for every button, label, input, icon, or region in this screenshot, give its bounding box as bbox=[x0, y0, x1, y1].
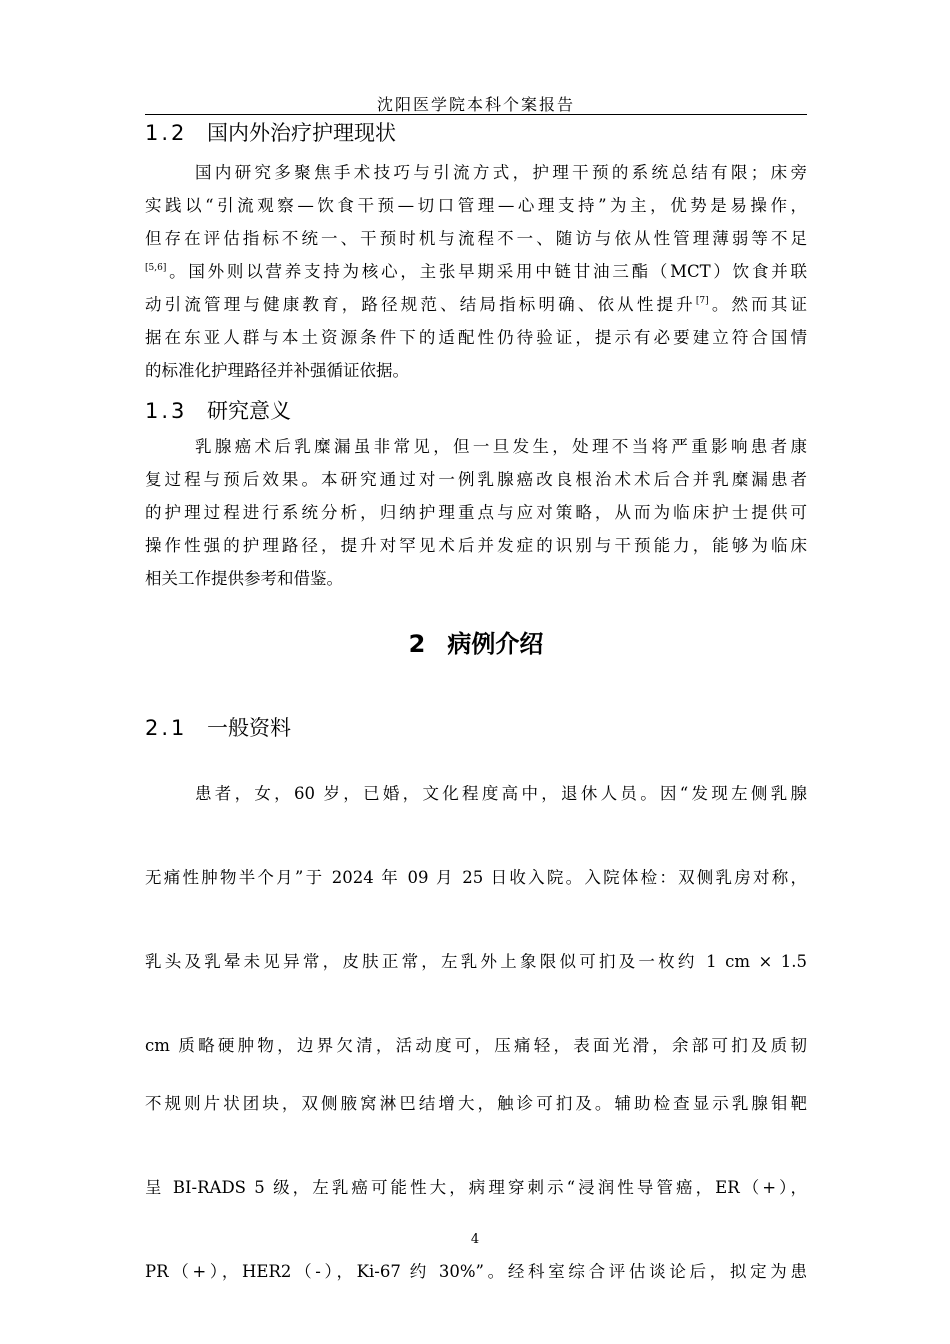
chapter-heading-2 bbox=[145, 624, 807, 659]
page-header-title: 沈阳医学院本科个案报告 bbox=[376, 95, 575, 114]
paragraph-line: 据在东亚人群与本土资源条件下的适配性仍待验证，提示有必要建立符合国情 bbox=[145, 328, 807, 347]
paragraph-line bbox=[145, 288, 807, 321]
paragraph-line: 患者，女，60 岁，已婚，文化程度高中，退休人员。因“发现左侧乳腺 bbox=[195, 784, 807, 803]
citation-ref: [5,6] bbox=[145, 263, 167, 273]
paragraph-line: 的标准化护理路径并补强循证依据。 bbox=[145, 361, 409, 380]
paragraph-line: 乳腺癌术后乳糜漏虽非常见，但一旦发生，处理不当将严重影响患者康 bbox=[195, 437, 807, 456]
paragraph-line: 但存在评估指标不统一、干预时机与流程不一、随访与依从性管理薄弱等不足 bbox=[145, 229, 807, 248]
paragraph-line: PR（+），HER2（-），Ki-67 约 30%”。经科室综合评估谈论后，拟定为患 bbox=[145, 1262, 807, 1281]
section-heading-2-1 bbox=[145, 712, 291, 742]
section-number: 1.3 bbox=[145, 399, 188, 423]
header-divider bbox=[145, 114, 807, 115]
paragraph-line: 乳头及乳晕未见异常，皮肤正常，左乳外上象限似可扪及一枚约 1 cm × 1.5 bbox=[145, 952, 807, 971]
paragraph-text: 动引流管理与健康教育，路径规范、结局指标明确、依从性提升 bbox=[145, 295, 696, 314]
section-heading-1-2 bbox=[145, 117, 396, 147]
paragraph-line: 不规则片状团块，双侧腋窝淋巴结增大，触诊可扪及。辅助检查显示乳腺钼靶 bbox=[145, 1094, 807, 1113]
section-title: 国内外治疗护理现状 bbox=[207, 121, 396, 145]
paragraph-line bbox=[145, 255, 807, 288]
paragraph-research-significance bbox=[145, 430, 807, 595]
section-heading-1-3 bbox=[145, 395, 291, 425]
section-title: 研究意义 bbox=[207, 399, 291, 423]
paragraph-treatment-status bbox=[145, 156, 807, 387]
paragraph-line: 呈 BI-RADS 5 级，左乳癌可能性大，病理穿刺示“浸润性导管癌，ER（+）， bbox=[145, 1178, 807, 1197]
paragraph-line: 实践以“引流观察—饮食干预—切口管理—心理支持”为主，优势是易操作， bbox=[145, 196, 807, 215]
page-number: 4 bbox=[470, 1232, 480, 1247]
chapter-title: 病例介绍 bbox=[447, 630, 544, 658]
section-number: 1.2 bbox=[145, 121, 188, 145]
paragraph-line: 复过程与预后效果。本研究通过对一例乳腺癌改良根治术术后合并乳糜漏患者 bbox=[145, 470, 807, 489]
paragraph-line: 操作性强的护理路径，提升对罕见术后并发症的识别与干预能力，能够为临床 bbox=[145, 536, 807, 555]
chapter-number: 2 bbox=[408, 630, 426, 658]
paragraph-line: 国内研究多聚焦手术技巧与引流方式，护理干预的系统总结有限；床旁 bbox=[195, 163, 807, 182]
paragraph-text: 。国外则以营养支持为核心，主张早期采用中链甘油三酯（MCT）饮食并联 bbox=[166, 262, 807, 281]
paragraph-line: cm 质略硬肿物，边界欠清，活动度可，压痛轻，表面光滑，余部可扪及质韧 bbox=[145, 1036, 807, 1055]
paragraph-line: 的护理过程进行系统分析，归纳护理重点与应对策略，从而为临床护士提供可 bbox=[145, 503, 807, 522]
paragraph-line: 相关工作提供参考和借鉴。 bbox=[145, 569, 343, 588]
paragraph-general-information bbox=[145, 777, 807, 1339]
paragraph-text: 。然而其证 bbox=[708, 295, 808, 314]
paragraph-line: 无痛性肿物半个月”于 2024 年 09 月 25 日收入院。入院体检：双侧乳房对称， bbox=[145, 868, 807, 887]
citation-ref: [7] bbox=[695, 296, 709, 306]
section-number: 2.1 bbox=[145, 716, 188, 740]
section-title: 一般资料 bbox=[207, 716, 291, 740]
